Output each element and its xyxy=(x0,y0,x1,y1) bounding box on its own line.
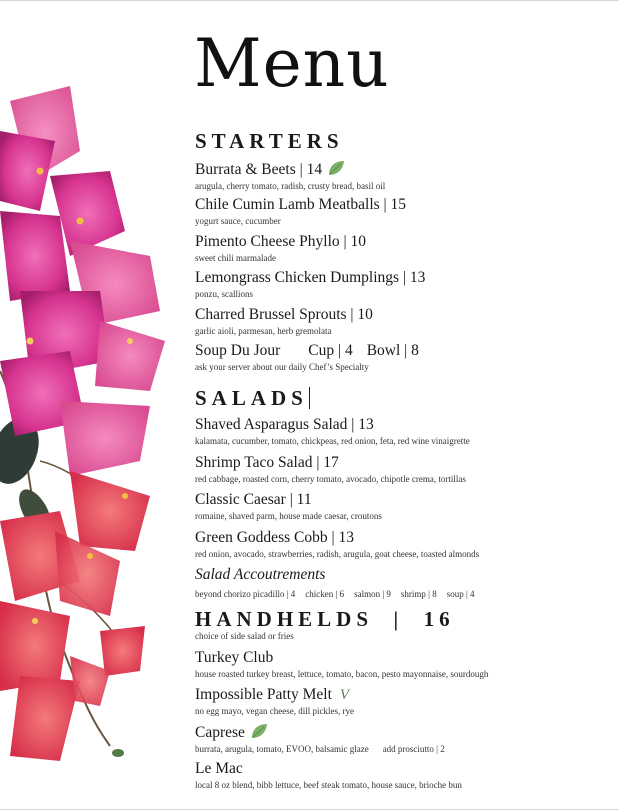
menu-item xyxy=(195,686,605,717)
item-description: red cabbage, roasted corn, cherry tomato, avocado, chipotle crema, tortillas xyxy=(195,474,466,484)
soup-name: Soup Du Jour xyxy=(195,342,281,359)
item-name: Shaved Asparagus Salad | 13 xyxy=(195,416,374,433)
item-name: Classic Caesar | 11 xyxy=(195,491,312,508)
menu-item xyxy=(195,233,605,264)
text-cursor xyxy=(309,387,311,409)
item-description: ask your server about our daily Chef’s Specialty xyxy=(195,362,369,372)
item-description: yogurt sauce, cucumber xyxy=(195,216,281,226)
salads-heading: SALADS xyxy=(195,387,310,409)
soup-bowl-price: Bowl | 8 xyxy=(366,342,419,359)
menu-item xyxy=(195,160,605,192)
leaf-icon xyxy=(250,723,268,739)
vegan-badge: V xyxy=(339,687,350,703)
leaf-icon xyxy=(327,160,345,176)
add-on: add prosciutto | 2 xyxy=(382,744,445,754)
item-name: Caprese xyxy=(195,723,605,742)
item-description: local 8 oz blend, bibb lettuce, beef steak tomato, house sauce, brioche bun xyxy=(195,780,462,790)
item-name: Burrata & Beets | 14 xyxy=(195,160,605,179)
item-description: burrata, arugula, tomato, EVOO, balsamic glaze add prosciutto | 2 xyxy=(195,744,445,754)
item-name: Lemongrass Chicken Dumplings | 13 xyxy=(195,269,426,286)
item-description: red onion, avocado, strawberries, radish, arugula, goat cheese, toasted almonds xyxy=(195,549,480,559)
item-description: arugula, cherry tomato, radish, crusty bread, basil oil xyxy=(195,181,386,191)
handhelds-note: choice of side salad or fries xyxy=(195,631,294,641)
menu-item xyxy=(195,454,605,485)
bougainvillea-flowers-illustration xyxy=(0,41,180,761)
menu-item xyxy=(195,491,605,522)
item-description: garlic aioli, parmesan, herb gremolata xyxy=(195,326,332,336)
item-name: Chile Cumin Lamb Meatballs | 15 xyxy=(195,196,407,213)
item-name: Pimento Cheese Phyllo | 10 xyxy=(195,233,367,250)
item-name: Shrimp Taco Salad | 17 xyxy=(195,454,339,471)
item-name: Turkey Club xyxy=(195,649,274,666)
menu-title: Menu xyxy=(194,25,390,102)
item-description: kalamata, cucumber, tomato, chickpeas, red onion, feta, red wine vinaigrette xyxy=(195,436,470,446)
salad-accoutrements xyxy=(195,566,605,600)
item-description: house roasted turkey breast, lettuce, tomato, bacon, pesto mayonnaise, sourdough xyxy=(195,669,489,679)
menu-item xyxy=(195,306,605,337)
menu-item-soup xyxy=(195,342,605,373)
item-name: Salad Accoutrements xyxy=(195,566,326,583)
menu-item xyxy=(195,196,605,227)
starters-heading: STARTERS xyxy=(195,129,344,153)
item-name: Charred Brussel Sprouts | 10 xyxy=(195,306,373,323)
item-name: Green Goddess Cobb | 13 xyxy=(195,529,354,546)
handhelds-heading: HANDHELDS | 16 xyxy=(195,607,455,631)
item-description: romaine, shaved parm, house made caesar, croutons xyxy=(195,511,382,521)
item-name: Le Mac xyxy=(195,760,243,777)
accoutrements-list: beyond chorizo picadillo | 4 chicken | 6 salmon | 9 shrimp | 8 soup | 4 xyxy=(195,589,475,599)
menu-item xyxy=(195,760,605,791)
item-description: sweet chili marmalade xyxy=(195,253,276,263)
menu-item xyxy=(195,269,605,300)
menu-item xyxy=(195,529,605,560)
menu-item xyxy=(195,416,605,447)
soup-cup-price: Cup | 4 xyxy=(308,342,353,359)
item-description: ponzu, scallions xyxy=(195,289,253,299)
item-name: Impossible Patty Melt V xyxy=(195,686,350,703)
item-description: no egg mayo, vegan cheese, dill pickles, rye xyxy=(195,706,354,716)
menu-item xyxy=(195,649,605,680)
menu-item xyxy=(195,723,605,755)
item-name xyxy=(195,342,605,360)
